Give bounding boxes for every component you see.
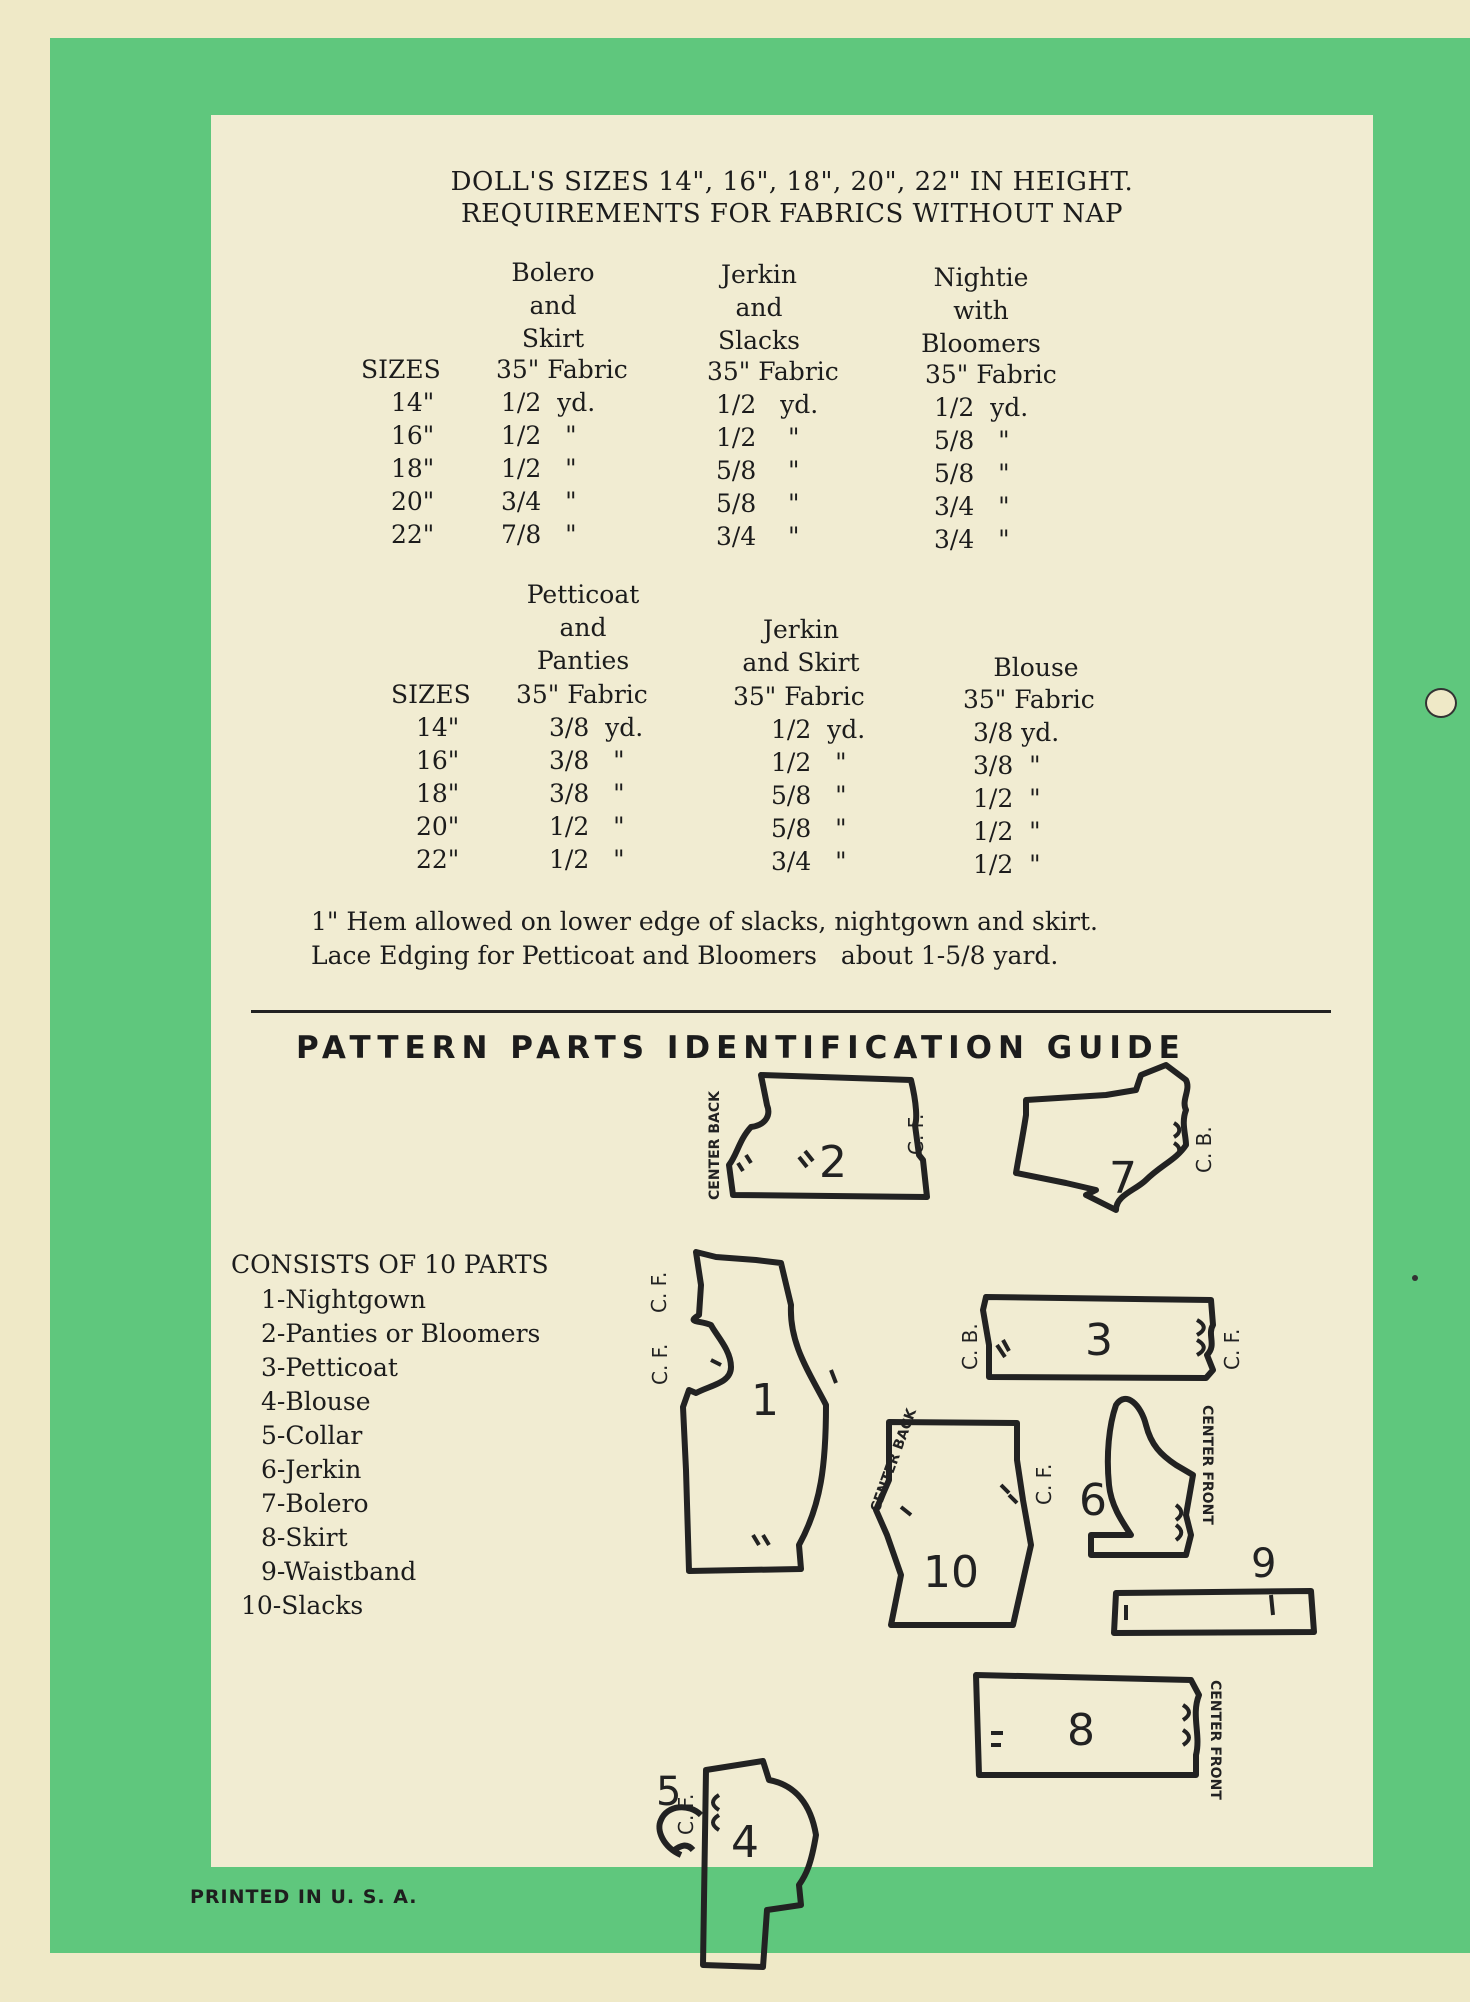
size-cell: 20" (416, 812, 460, 841)
cf-label: C. F. (674, 1793, 698, 1835)
ink-dot (1412, 1275, 1418, 1281)
lace-note: Lace Edging for Petticoat and Bloomers about 1-5/8 yard. (311, 941, 1059, 970)
piece-number: 9 (1251, 1541, 1277, 1587)
column-header: Jerkin (762, 615, 839, 644)
center-front-label: CENTER FRONT (1207, 1680, 1223, 1800)
column-header: Slacks (717, 326, 800, 355)
column-header: and (529, 291, 577, 320)
fabric-width: 35" Fabric (963, 685, 1095, 714)
column-header: Bloomers (921, 329, 1041, 358)
column-header: Nightie (933, 263, 1029, 292)
yardage-cell: 1/2 yd. (716, 390, 819, 419)
list-item: 8-Skirt (261, 1523, 348, 1552)
yardage-cell: 1/2 " (771, 748, 847, 777)
yardage-cell: 1/2 yd. (501, 388, 596, 417)
yardage-cell: 3/8 " (973, 751, 1041, 780)
column-header: and (735, 293, 783, 322)
piece-9-waistband (1114, 1591, 1314, 1633)
size-cell: 22" (416, 845, 460, 874)
yardage-cell: 3/4 " (771, 847, 847, 876)
piece-number: 8 (1067, 1705, 1095, 1756)
piece-number: 10 (923, 1547, 979, 1598)
header-line-1: DOLL'S SIZES 14", 16", 18", 20", 22" IN HEIGHT. (450, 167, 1134, 197)
column-header: Petticoat (526, 580, 640, 609)
yardage-cell: 1/2 yd. (771, 715, 866, 744)
yardage-cell: 3/4 " (934, 525, 1010, 554)
column-header: Panties (536, 646, 630, 675)
cf-label: C. F. (1220, 1328, 1244, 1370)
yardage-cell: 1/2 " (501, 454, 577, 483)
column-header: with (953, 296, 1009, 325)
piece-number: 3 (1085, 1315, 1113, 1366)
cf-label: C. F. (647, 1271, 671, 1313)
yardage-cell: 3/4 " (716, 522, 800, 551)
yardage-cell: 1/2 " (549, 812, 625, 841)
sizes-label: SIZES (361, 355, 441, 384)
cf-label: C. F. (648, 1343, 672, 1385)
piece-number: 7 (1109, 1153, 1137, 1204)
cb-label: C. B. (1192, 1126, 1216, 1173)
center-back-label: CENTER BACK (707, 1091, 723, 1200)
piece-5-collar-inner (673, 1846, 693, 1851)
size-cell: 20" (391, 487, 435, 516)
punch-hole (1425, 688, 1457, 718)
center-back-label: CENTER BACK (867, 1406, 921, 1515)
piece-number: 5 (656, 1769, 682, 1815)
yardage-cell: 1/2 yd. (934, 393, 1029, 422)
list-item: 6-Jerkin (261, 1455, 362, 1484)
size-cell: 22" (391, 520, 435, 549)
column-header: Skirt (521, 324, 585, 353)
yardage-cell: 3/8 " (549, 779, 625, 808)
yardage-cell: 3/4 " (934, 492, 1010, 521)
yardage-cell: 5/8 " (716, 489, 800, 518)
parts-list-title: CONSISTS OF 10 PARTS (231, 1250, 549, 1279)
yardage-cell: 1/2 " (973, 817, 1041, 846)
column-header: Jerkin (720, 260, 797, 289)
yardage-cell: 1/2 " (549, 845, 625, 874)
list-item: 9-Waistband (261, 1557, 417, 1586)
yardage-cell: 1/2 " (973, 850, 1041, 879)
yardage-cell: 3/8 yd. (973, 718, 1060, 747)
fabric-width: 35" Fabric (496, 355, 628, 384)
size-cell: 16" (416, 746, 460, 775)
piece-number: 2 (819, 1137, 847, 1188)
instruction-panel (211, 115, 1373, 1867)
fabric-width: 35" Fabric (707, 357, 839, 386)
yardage-cell: 5/8 " (934, 426, 1010, 455)
yardage-cell: 1/2 " (501, 421, 577, 450)
column-header: Bolero (511, 258, 595, 287)
list-item: 3-Petticoat (261, 1353, 398, 1382)
piece-number: 4 (731, 1817, 759, 1868)
piece-7-bolero (1016, 1065, 1187, 1210)
list-item: 2-Panties or Bloomers (261, 1319, 541, 1348)
sizes-label: SIZES (391, 680, 471, 709)
yardage-cell: 5/8 " (934, 459, 1010, 488)
list-item: 7-Bolero (261, 1489, 369, 1518)
yardage-cell: 3/8 " (549, 746, 625, 775)
list-item: 5-Collar (261, 1421, 363, 1450)
yardage-cell: 5/8 " (771, 781, 847, 810)
yardage-cell: 5/8 " (771, 814, 847, 843)
size-cell: 14" (391, 388, 435, 417)
printed-in-usa: PRINTED IN U. S. A. (190, 1886, 418, 1908)
size-cell: 18" (391, 454, 435, 483)
fabric-width: 35" Fabric (733, 682, 865, 711)
column-header: Blouse (993, 653, 1079, 682)
column-header: and Skirt (742, 648, 860, 677)
hem-note: 1" Hem allowed on lower edge of slacks, nightgown and skirt. (311, 907, 1098, 936)
size-cell: 16" (391, 421, 435, 450)
fabric-width: 35" Fabric (925, 360, 1057, 389)
pattern-pieces-diagram (211, 115, 1373, 1867)
list-item: 1-Nightgown (261, 1285, 426, 1314)
guide-title: PATTERN PARTS IDENTIFICATION GUIDE (296, 1030, 1186, 1066)
column-header: and (559, 613, 607, 642)
size-cell: 14" (416, 713, 460, 742)
yardage-cell: 5/8 " (716, 456, 800, 485)
yardage-cell: 3/4 " (501, 487, 577, 516)
header-line-2: REQUIREMENTS FOR FABRICS WITHOUT NAP (461, 199, 1123, 229)
cf-label: C. F. (904, 1113, 928, 1155)
cf-label: C. F. (1032, 1463, 1056, 1505)
center-front-label: CENTER FRONT (1199, 1405, 1215, 1525)
yardage-cell: 3/8 yd. (549, 713, 644, 742)
list-item: 4-Blouse (261, 1387, 371, 1416)
yardage-cell: 1/2 " (973, 784, 1041, 813)
yardage-cell: 1/2 " (716, 423, 800, 452)
fabric-width: 35" Fabric (516, 680, 648, 709)
piece-number: 6 (1079, 1475, 1107, 1526)
piece-number: 1 (751, 1375, 779, 1426)
size-cell: 18" (416, 779, 460, 808)
yardage-cell: 7/8 " (501, 520, 577, 549)
cb-label: C. B. (958, 1323, 982, 1370)
list-item: 10-Slacks (241, 1591, 364, 1620)
